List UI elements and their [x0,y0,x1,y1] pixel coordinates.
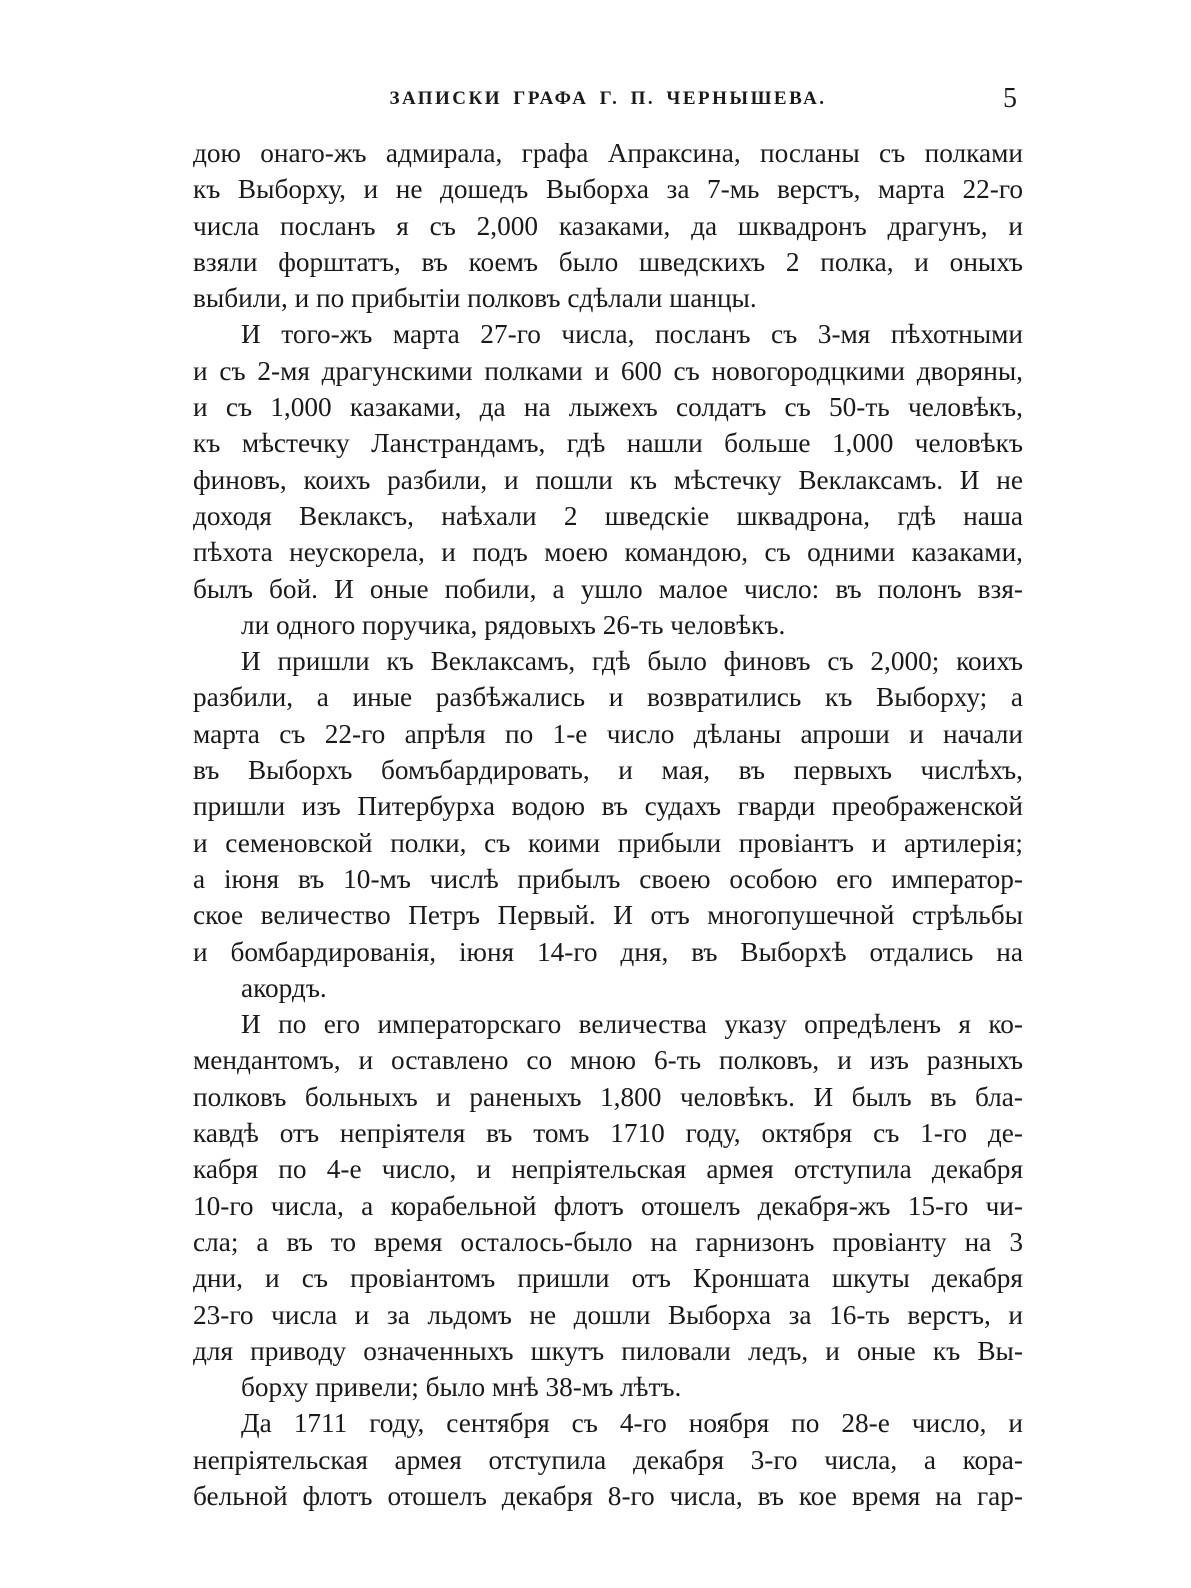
text-line: дни, и съ провіантомъ пришли отъ Кроншата шкуты декабря [193,1263,1023,1294]
text-line: и съ 1,000 казаками, да на лыжехъ солдатъ съ 50-ть человѣкъ, [193,392,1023,423]
text-line: и бомбардированія, іюня 14-го дня, въ Выборхѣ отдались на [193,936,1023,967]
text-line: бельной флотъ отошелъ декабря 8-го числа, въ кое время на гар- [193,1480,1023,1511]
text-line: въ Выборхъ бомъбардировать, и мая, въ первыхъ числѣхъ, [193,755,1023,786]
text-line: Да 1711 году, сентября съ 4-го ноября по 28-е число, и [241,1408,1023,1439]
text-line: выбили, и по прибытіи полковъ сдѣлали шанцы. [193,283,757,314]
text-line: ли одного поручика, рядовыхъ 26-ть человѣкъ. [241,609,786,640]
text-line: числа посланъ я съ 2,000 казаками, да шквадронъ драгунъ, и [193,210,1023,241]
text-line: ское величество Петръ Первый. И отъ многопушечной стрѣльбы [193,900,1023,931]
paragraph-3 [193,643,1023,1006]
text-line: 23-го числа и за льдомъ не дошли Выборха за 16-ть верстъ, и [193,1299,1023,1330]
text-line: къ мѣстечку Ланстрандамъ, гдѣ нашли больше 1,000 человѣкъ [193,428,1023,459]
running-head [193,83,1023,114]
text-line: мендантомъ, и оставлено со мною 6-ть полковъ, и изъ разныхъ [193,1045,1023,1076]
text-line: и съ 2-мя драгунскими полками и 600 съ новогородцкими дворяны, [193,355,1023,386]
text-line: непріятельская армея отступила декабря 3-го числа, а кора- [193,1444,1023,1475]
text-line: И пришли къ Веклаксамъ, гдѣ было финовъ съ 2,000; коихъ [241,646,1023,677]
text-line: кабря по 4-е число, и непріятельская армея отступила декабря [193,1154,1023,1185]
text-line: И по его императорскаго величества указу опредѣленъ я ко- [241,1009,1023,1040]
text-line: И того-жъ марта 27-го числа, посланъ съ 3-мя пѣхотными [241,319,1023,350]
text-line: доходя Веклаксъ, наѣхали 2 шведскіе шквадрона, гдѣ наша [193,500,1023,531]
text-line: борху привели; было мнѣ 38-мъ лѣтъ. [241,1372,682,1403]
text-line: марта съ 22-го апрѣля по 1-е число дѣланы апроши и начали [193,718,1023,749]
text-line: дою онаго-жъ адмирала, графа Апраксина, посланы съ полками [193,138,1023,168]
text-line: пришли изъ Питербурха водою въ судахъ гварди преображенской [193,791,1023,822]
text-line: полковъ больныхъ и раненыхъ 1,800 человѣкъ. И былъ въ бла- [193,1081,1023,1112]
running-title: ЗАПИСКИ ГРАФА Г. П. ЧЕРНЫШЕВА. [389,88,827,109]
paragraph-5 [193,1405,1023,1514]
text-line: а іюня въ 10-мъ числѣ прибылъ своею особою его император- [193,863,1023,894]
text-line: пѣхота неускорела, и подъ моею командою, съ одними казаками, [193,537,1023,568]
text-line: кавдѣ отъ непріятеля въ томъ 1710 году, октября съ 1-го де- [193,1118,1023,1149]
text-line: взяли форштатъ, въ коемъ было шведскихъ 2 полка, и оныхъ [193,246,1023,277]
paragraph-2 [193,316,1023,643]
body-text [193,135,1023,1514]
page-number: 5 [1003,83,1017,114]
text-line: акордъ. [241,972,327,1003]
text-line: сла; а въ то время осталось-было на гарнизонъ провіанту на 3 [193,1226,1023,1257]
text-line: былъ бой. И оные побили, а ушло малое число: въ полонъ взя- [193,573,1023,604]
text-line: къ Выборху, и не дошедъ Выборха за 7-мь верстъ, марта 22-го [193,174,1023,205]
text-line: 10-го числа, а корабельной флотъ отошелъ декабря-жъ 15-го чи- [193,1190,1023,1221]
text-line: финовъ, коихъ разбили, и пошли къ мѣстечку Веклаксамъ. И не [193,464,1023,495]
text-line: разбили, а иные разбѣжались и возвратились къ Выборху; а [193,682,1023,713]
text-line: и семеновской полки, съ коими прибыли провіантъ и артилерія; [193,827,1023,858]
paragraph-1 [193,135,1023,316]
paragraph-4 [193,1006,1023,1405]
text-line: для приводу означенныхъ шкутъ пиловали ледъ, и оные къ Вы- [193,1335,1023,1366]
